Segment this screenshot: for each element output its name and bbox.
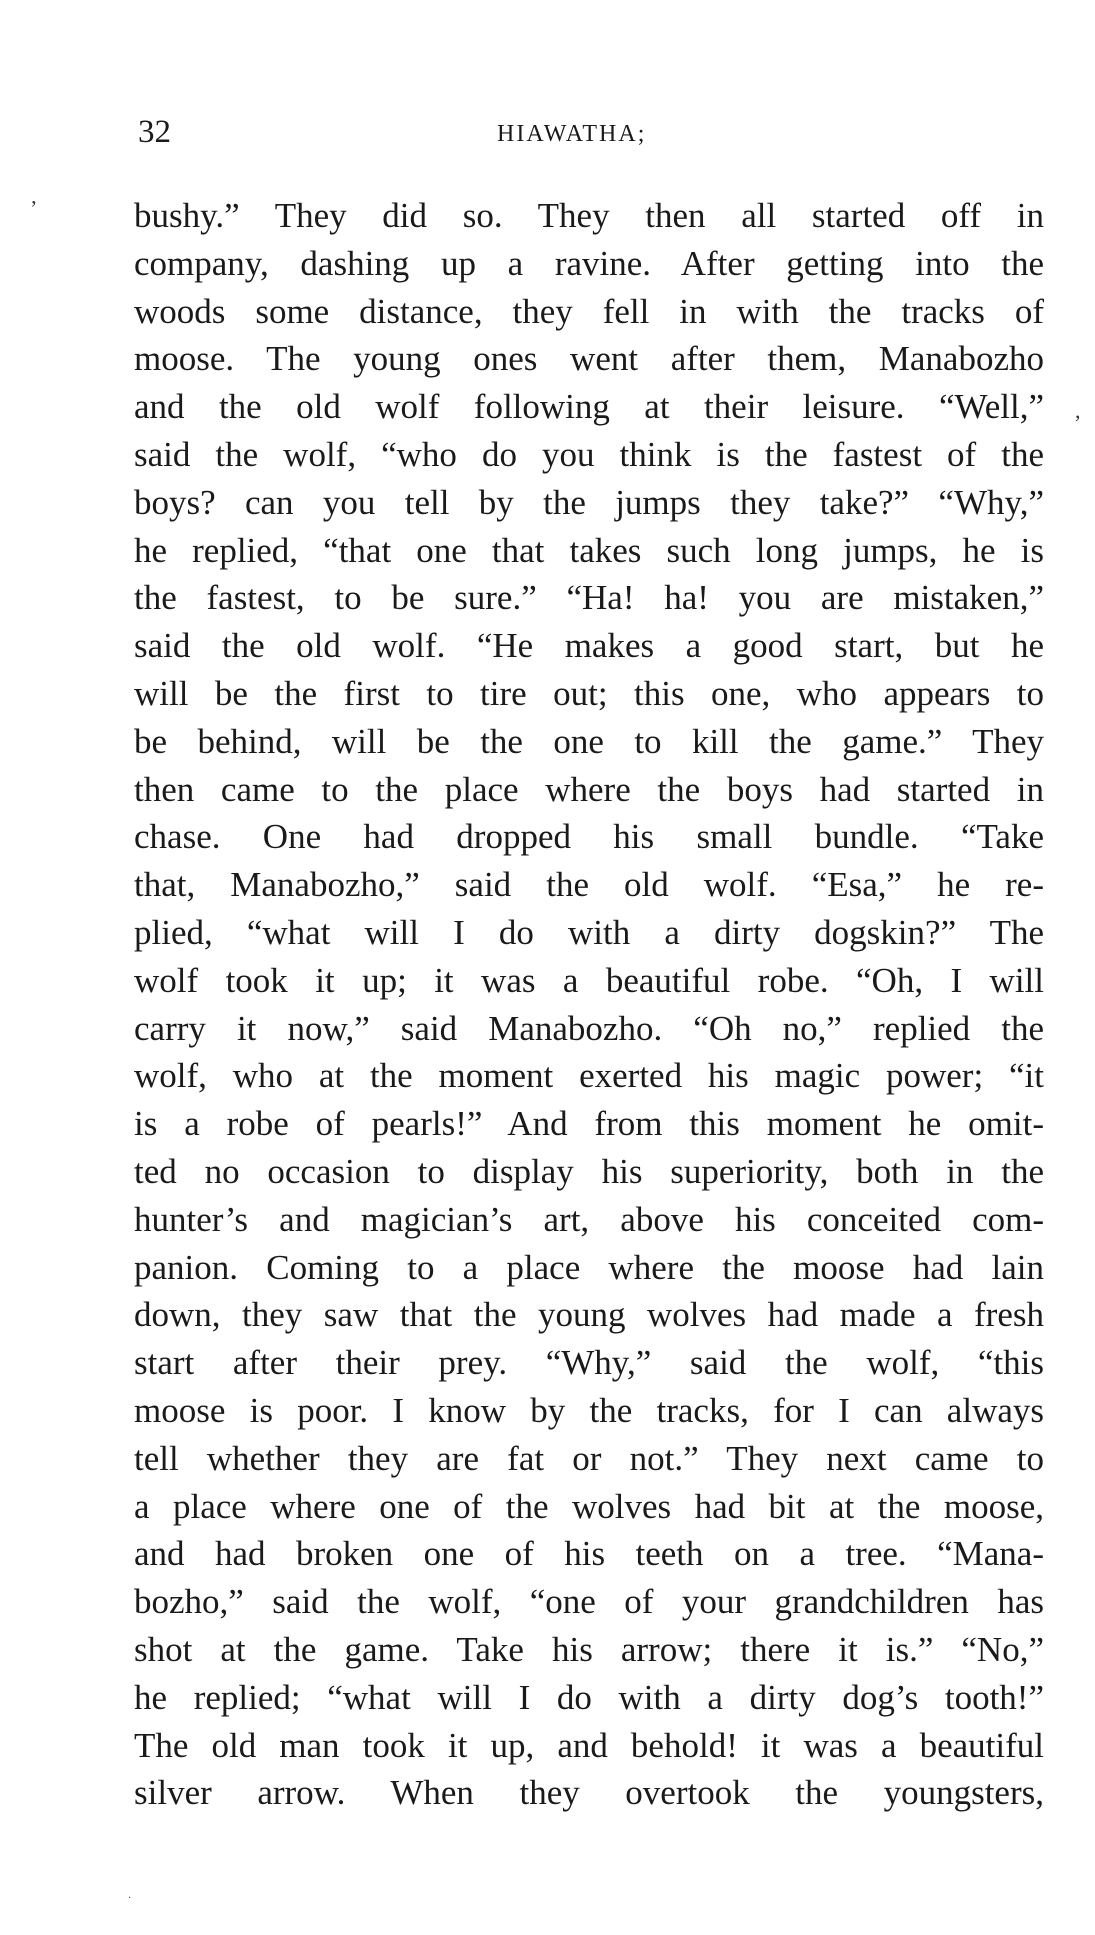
text-line: bushy.” They did so. They then all started off in bbox=[134, 196, 1044, 235]
page-number: 32 bbox=[138, 114, 171, 150]
text-line: company, dashing up a ravine. After getting into the bbox=[134, 243, 1044, 283]
text-line: said the old wolf. “He makes a good start, but he bbox=[134, 626, 1044, 666]
text-line: moose. The young ones went after them, Manabozho bbox=[134, 339, 1044, 379]
text-line: The old man took it up, and behold! it was a beautiful bbox=[134, 1725, 1044, 1765]
text-line: boys? can you tell by the jumps they take?” “Why,” bbox=[134, 482, 1044, 522]
text-line: wolf took it up; it was a beautiful robe. “Oh, I will bbox=[134, 960, 1044, 1000]
text-line: down, they saw that the young wolves had made a fresh bbox=[134, 1295, 1044, 1335]
text-line: start after their prey. “Why,” said the wolf, “this bbox=[134, 1343, 1044, 1383]
text-line: wolf, who at the moment exerted his magic power; “it bbox=[134, 1056, 1044, 1096]
text-line: he replied, “that one that takes such long jumps, he is bbox=[134, 530, 1044, 570]
text-line: will be the first to tire out; this one, who appears to bbox=[134, 673, 1044, 713]
text-line: he replied; “what will I do with a dirty dog’s tooth!” bbox=[134, 1677, 1044, 1717]
text-line: and the old wolf following at their leisure. “Well,” bbox=[134, 387, 1044, 427]
text-line: that, Manabozho,” said the old wolf. “Esa,” he re- bbox=[134, 865, 1044, 905]
text-line: shot at the game. Take his arrow; there it is.” “No,” bbox=[134, 1629, 1044, 1669]
running-head: HIAWATHA; bbox=[497, 121, 647, 147]
margin-mark-left: ʼ bbox=[30, 196, 38, 221]
text-line: silver arrow. When they overtook the youngsters, bbox=[134, 1773, 1044, 1813]
text-line: tell whether they are fat or not.” They next came to bbox=[134, 1438, 1044, 1478]
body-text bbox=[134, 192, 1044, 1817]
page-header bbox=[0, 112, 1095, 152]
text-line: said the wolf, “who do you think is the fastest of the bbox=[134, 434, 1044, 474]
text-line: a place where one of the wolves had bit at the moose, bbox=[134, 1486, 1044, 1526]
text-line: panion. Coming to a place where the moose had lain bbox=[134, 1247, 1044, 1287]
text-line: the fastest, to be sure.” “Ha! ha! you are mistaken,” bbox=[134, 578, 1044, 618]
text-line: carry it now,” said Manabozho. “Oh no,” replied the bbox=[134, 1008, 1044, 1048]
text-line: is a robe of pearls!” And from this moment he omit- bbox=[134, 1104, 1044, 1144]
text-line: ted no occasion to display his superiority, both in the bbox=[134, 1151, 1044, 1191]
text-line: chase. One had dropped his small bundle. “Take bbox=[134, 817, 1044, 857]
margin-mark-bottom: · bbox=[128, 1893, 132, 1904]
text-line: then came to the place where the boys had started in bbox=[134, 769, 1044, 809]
text-line: be behind, will be the one to kill the game.” They bbox=[134, 721, 1044, 761]
text-line: moose is poor. I know by the tracks, for I can always bbox=[134, 1390, 1044, 1430]
margin-mark-right: , bbox=[1075, 398, 1081, 423]
text-line: bozho,” said the wolf, “one of your grandchildren has bbox=[134, 1582, 1044, 1622]
text-line: and had broken one of his teeth on a tree. “Mana- bbox=[134, 1534, 1044, 1574]
text-line: plied, “what will I do with a dirty dogskin?” The bbox=[134, 912, 1044, 952]
text-line: woods some distance, they fell in with the tracks of bbox=[134, 291, 1044, 331]
text-line: hunter’s and magician’s art, above his conceited com- bbox=[134, 1199, 1044, 1239]
